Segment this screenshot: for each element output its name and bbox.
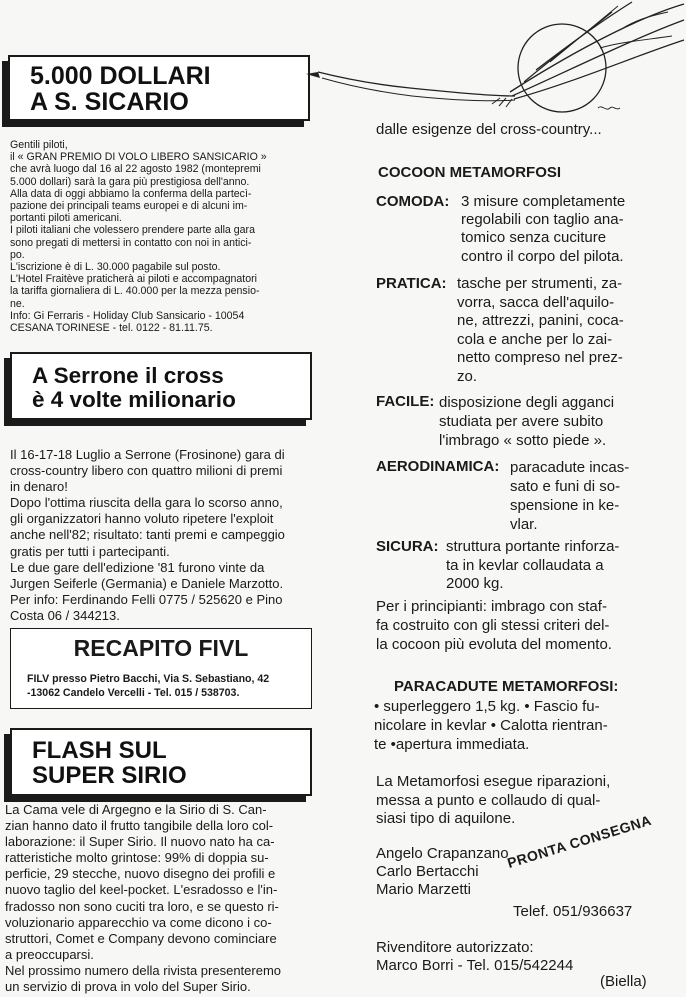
headline-line-2: A S. SICARIO xyxy=(30,88,189,117)
rivenditore-text: Rivenditore autorizzato: Marco Borri - Tel. 015/542244 xyxy=(376,939,574,974)
article-body-sansicario: Gentili piloti, il « GRAN PREMIO DI VOLO LIBERO SANSICARIO » che avrà luogo dal 16 al 22 agosto 1982 (montepremi 5.000 dollari) sarà la gara più prestigiosa dell'anno. Alla data di oggi abbiamo la conferma della partecì- pazione dei principali teams europei e di alcuni im- portanti piloti americani. I piloti italiani che volessero prendere parte alla gara sono pregati di mettersi in contatto con noi in antici- po. L'iscrizione è di L. 30.000 pagabile sul posto. L'Hotel Fraitève praticherà ai piloti e accompagnatori la tariffa giornaliera di L. 40.000 per la mezza pensio- ne. Info: Gi Ferraris - Holiday Club Sansicario - 10054 CESANA TORINESE - tel. 0122 - 81.11.75. xyxy=(10,139,267,335)
paracadute-heading: PARACADUTE METAMORFOSI: xyxy=(394,678,619,695)
headline-line-1: FLASH SUL xyxy=(32,737,167,764)
recapito-body: FILV presso Pietro Bacchi, Via S. Sebastiano, 42 -13062 Candelo Vercelli - Tel. 015 / 538703. xyxy=(27,673,270,699)
headline-box-sansicario xyxy=(8,55,310,121)
feature-label-aerodinamica: AERODINAMICA: xyxy=(376,458,500,475)
recapito-box xyxy=(10,628,312,709)
hang-glider-bird-illustration xyxy=(300,0,686,130)
article-body-super-sirio: La Cama vele di Argegno e la Sirio di S. Can- zian hanno dato il frutto tangibile della loro col- laborazione: il Super Sirio. Il nuovo nato ha ca- ratteristiche molto grintose: 99% di doppia su- perficie, 29 stecche, nuovo disegno dei profili e nuovo taglio del keel-pocket. L'esradosso e l'in- fradosso non sono cuciti tra loro, e se questo ri- voluzionario apparecchio va come dicono i co- struttori, Comet e Company devono cominciare a preoccuparsi. Nel prossimo numero della rivista presenteremo un servizio di prova in volo del Super Sirio. xyxy=(5,802,282,995)
pronta-consegna-stamp: PRONTA CONSEGNA xyxy=(505,811,654,871)
paracadute-text: • superleggero 1,5 kg. • Fascio fu- nicolare in kevlar • Calotta rientran- te •apertura immediata. xyxy=(374,698,608,753)
feature-label-comoda: COMODA: xyxy=(376,193,450,210)
feature-text-comoda: 3 misure completamente regolabili con taglio ana- tomico senza cuciture contro il corpo del pilota. xyxy=(461,193,626,265)
intro-line: dalle esigenze del cross-country... xyxy=(376,121,602,138)
feature-text-facile: disposizione degli agganci studiata per avere subito l'imbrago « sotto piede ». xyxy=(439,394,615,449)
article-body-serrone: Il 16-17-18 Luglio a Serrone (Frosinone) gara di cross-country libero con quattro milioni di premi in denaro! Dopo l'ottima riuscita della gara lo scorso anno, gli organizzatori hanno voluto ripetere l'exploit anche nell'82; risultato: tanti premi e campeggio gratis per tutti i partecipanti. Le due gare dell'edizione '81 furono vinte da Jurgen Seiferle (Germania) e Daniele Marzotto. Per info: Ferdinando Felli 0775 / 525620 e Pino Costa 06 / 344213. xyxy=(10,447,285,623)
names-list: Angelo Crapanzano Carlo Bertacchi Mario Marzetti xyxy=(376,845,509,898)
feature-text-sicura: struttura portante rinforza- ta in kevlar collaudata a 2000 kg. xyxy=(446,538,620,592)
feature-text-aerodinamica: paracadute incas- sato e funi di so- spensione in ke- vlar. xyxy=(510,459,630,533)
feature-label-pratica: PRATICA: xyxy=(376,275,447,292)
headline-box-serrone xyxy=(10,352,312,420)
feature-label-sicura: SICURA: xyxy=(376,538,439,555)
headline-line-2: SUPER SIRIO xyxy=(32,762,187,790)
cocoon-heading: COCOON METAMORFOSI xyxy=(378,164,562,181)
feature-text-pratica: tasche per strumenti, za- vorra, sacca dell'aquilo- ne, attrezzi, panini, coca- cola e anche per lo zai- netto compreso nel prez- zo. xyxy=(457,275,624,385)
headline-line-2: è 4 volte milionario xyxy=(32,386,236,412)
feature-label-facile: FACILE: xyxy=(376,393,435,410)
biella-text: (Biella) xyxy=(600,973,647,990)
principianti-text: Per i principianti: imbrago con staf- fa costruito con gli stessi criteri del- la cocoon più evoluta del momento. xyxy=(376,598,612,653)
headline-line-1: A Serrone il cross xyxy=(32,363,224,388)
repair-text: La Metamorfosi esegue riparazioni, messa a punto e collaudo di qual- siasi tipo di aquilone. xyxy=(376,773,611,827)
headline-box-super-sirio xyxy=(10,728,312,796)
recapito-title: RECAPITO FIVL xyxy=(73,635,249,661)
telephone: Telef. 051/936637 xyxy=(513,903,633,920)
headline-line-1: 5.000 DOLLARI xyxy=(30,62,211,90)
